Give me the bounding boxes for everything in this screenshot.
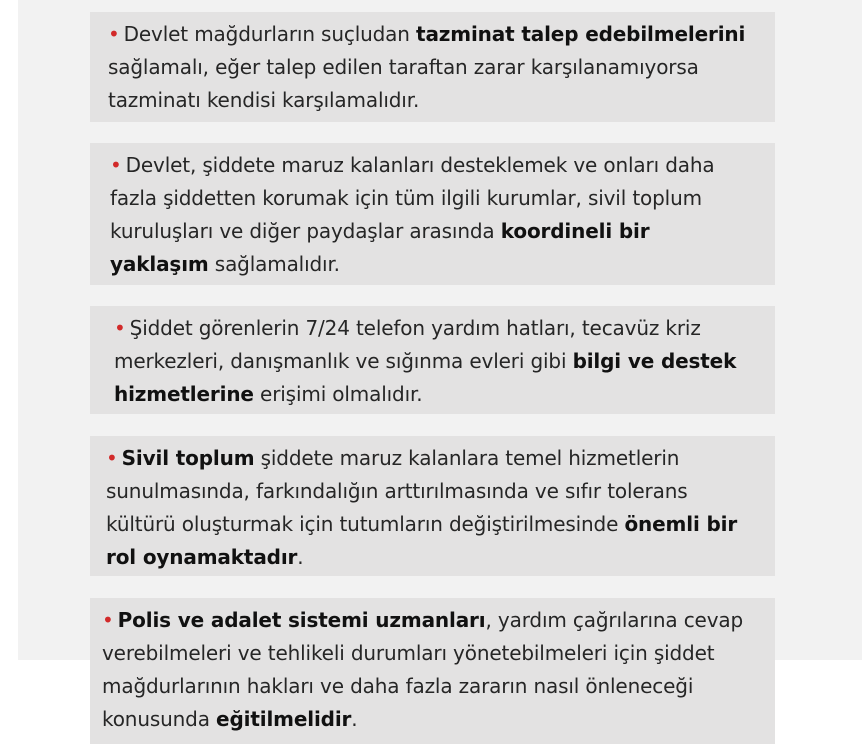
bullet-icon: • [106, 446, 118, 470]
bullet-card-civil-society [90, 436, 775, 576]
card-text-part: Devlet, şiddete maruz kalanları desteklemek ve onları daha fazla şiddetten korumak için tüm ilgili kurumlar, sivil toplum kuruluşları ve diğer paydaşlar arasında [110, 153, 715, 243]
card-text-part: şiddete maruz kalanlara temel hizmetlerin sunulmasında, farkındalığın arttırılmasında ve sıfır tolerans kültürü oluşturmak için tutumların değiştirilmesinde [106, 446, 688, 536]
bullet-icon: • [108, 22, 120, 46]
card-text-emphasis: Polis ve adalet sistemi uzmanları [117, 608, 486, 632]
card-text-emphasis: Sivil toplum [121, 446, 255, 470]
card-text-part: Devlet mağdurların suçludan [123, 22, 417, 46]
card-text-emphasis: bilgi ve destek hizmetlerine [114, 349, 737, 406]
card-text-emphasis: önemli bir rol oynamaktadır [106, 512, 738, 569]
card-text-part: , yardım çağrılarına cevap verebilmeleri ve tehlikeli durumları yönetebilmeleri için şiddet mağdurlarının hakları ve daha fazla zararın nasıl önleneceği konusunda [102, 608, 744, 731]
card-text-part: . [351, 707, 358, 731]
card-text-part: Şiddet görenlerin 7/24 telefon yardım hatları, tecavüz kriz merkezleri, danışmanlık ve sığınma evleri gibi [114, 316, 701, 373]
card-text-part: erişimi olmalıdır. [253, 382, 423, 406]
card-text-part: sağlamalı, eğer talep edilen taraftan zarar karşılanamıyorsa tazminatı kendisi karşılamalıdır. [108, 55, 699, 112]
card-text-emphasis: eğitilmelidir [216, 707, 352, 731]
bullet-card-support-services [90, 306, 775, 414]
card-text-part: . [297, 545, 304, 569]
bullet-card-police-justice [90, 598, 775, 744]
bullet-icon: • [114, 316, 126, 340]
card-text-emphasis: tazminat talep edebilmelerini [416, 22, 746, 46]
bullet-icon: • [102, 608, 114, 632]
bullet-card-compensation [90, 12, 775, 122]
bullet-card-coordination [90, 143, 775, 285]
bullet-icon: • [110, 153, 122, 177]
card-text-emphasis: koordineli bir yaklaşım [110, 219, 650, 276]
card-text-part: sağlamalıdır. [208, 252, 340, 276]
